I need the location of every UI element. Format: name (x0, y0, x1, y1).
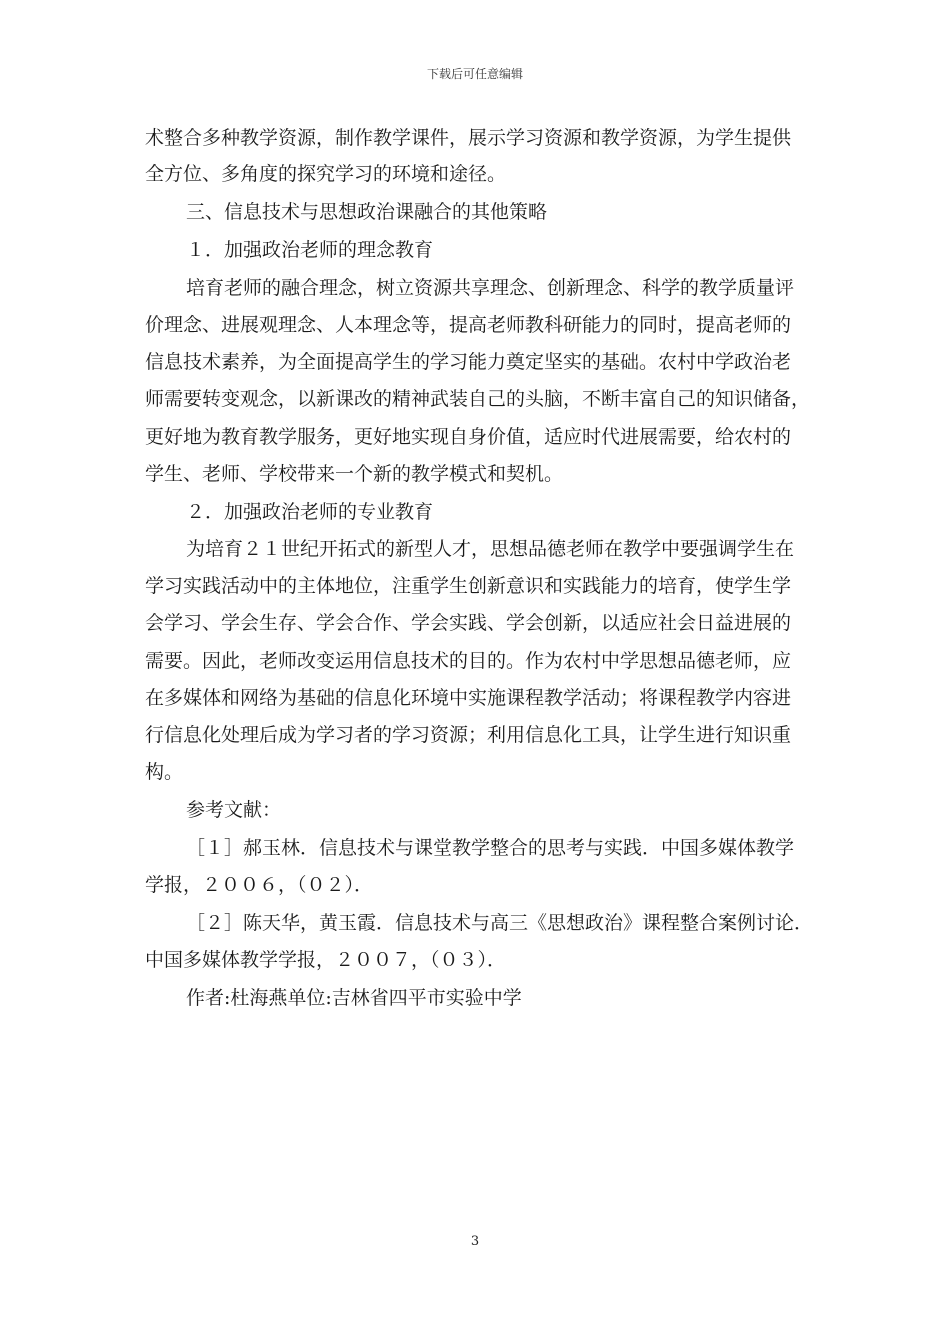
paragraph-line: 需要。因此，老师改变运用信息技术的目的。作为农村中学思想品德老师，应 (145, 650, 792, 672)
paragraph-line: 在多媒体和网络为基础的信息化环境中实施课程教学活动；将课程教学内容进 (145, 687, 792, 709)
reference-line: 中国多媒体教学学报，２００７，（０３）． (145, 949, 507, 971)
paragraph-line: 构。 (145, 761, 184, 783)
page-number: 3 (470, 1234, 480, 1249)
paragraph-line: 信息技术素养，为全面提高学生的学习能力奠定坚实的基础。农村中学政治老 (145, 351, 792, 373)
section-heading: 三、信息技术与思想政治课融合的其他策略 (186, 201, 548, 223)
paragraph-line: 全方位、多角度的探究学习的环境和途径。 (145, 163, 507, 185)
reference-line: ［１］郝玉林．信息技术与课堂教学整合的思考与实践．中国多媒体教学 (186, 837, 795, 859)
author-info: 作者:杜海燕单位:吉林省四平市实验中学 (186, 987, 522, 1009)
subsection-heading: １．加强政治老师的理念教育 (186, 239, 434, 261)
paragraph-line: 会学习、学会生存、学会合作、学会实践、学会创新，以适应社会日益进展的 (145, 612, 792, 634)
paragraph-line: 学习实践活动中的主体地位，注重学生创新意识和实践能力的培育，使学生学 (145, 575, 792, 597)
references-title: 参考文献： (186, 799, 282, 821)
reference-line: ［２］陈天华，黄玉霞．信息技术与高三《思想政治》课程整合案例讨论． (186, 912, 814, 934)
paragraph-line: 行信息化处理后成为学习者的学习资源；利用信息化工具，让学生进行知识重 (145, 724, 792, 746)
paragraph-line: 学生、老师、学校带来一个新的教学模式和契机。 (145, 463, 564, 485)
paragraph-line: 价理念、进展观理念、人本理念等，提高老师教科研能力的同时，提高老师的 (145, 314, 792, 336)
paragraph-line: 为培育２１世纪开拓式的新型人才，思想品德老师在教学中要强调学生在 (186, 538, 795, 560)
paragraph-line: 更好地为教育教学服务，更好地实现自身价值，适应时代进展需要，给农村的 (145, 426, 792, 448)
subsection-heading: ２．加强政治老师的专业教育 (186, 501, 434, 523)
reference-line: 学报，２００６，（０２）． (145, 874, 374, 896)
paragraph-line: 培育老师的融合理念，树立资源共享理念、创新理念、科学的教学质量评 (186, 277, 795, 299)
page-header: 下载后可任意编辑 (426, 67, 523, 81)
paragraph-line: 术整合多种教学资源，制作教学课件，展示学习资源和教学资源，为学生提供 (145, 127, 792, 149)
paragraph-line: 师需要转变观念，以新课改的精神武装自己的头脑，不断丰富自己的知识储备， (145, 388, 811, 410)
